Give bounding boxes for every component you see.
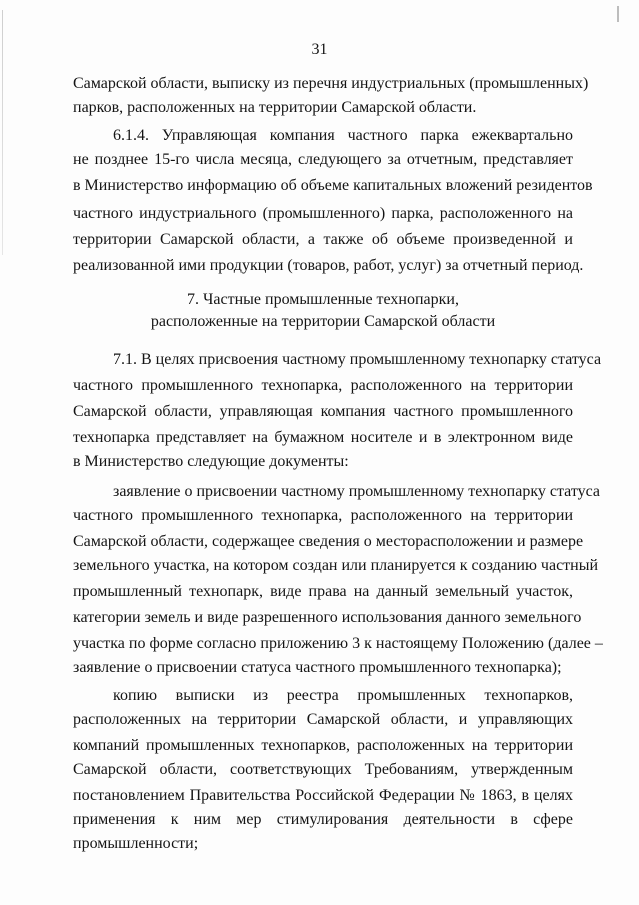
paragraph-line: в Министерство информацию об объеме капитальных вложений резидентов [73, 177, 593, 194]
paragraph-line: территории Самарской области, а также об объеме произведенной и [73, 231, 573, 248]
paragraph-line: в Министерство следующие документы: [73, 453, 349, 470]
paragraph-line: категории земель и виде разрешенного использования данного земельного [73, 609, 582, 626]
paragraph-line: промышленности; [73, 835, 199, 852]
paragraph-line: технопарка представляет на бумажном носителе и в электронном виде [73, 429, 573, 446]
paragraph-line: Самарской области, управляющая компания частного промышленного [73, 403, 573, 420]
paragraph-line: Самарской области, содержащее сведения о месторасположении и размере [73, 533, 584, 550]
paragraph-line: не позднее 15-го числа месяца, следующего за отчетным, представляет [73, 151, 573, 168]
paragraph-line: копию выписки из реестра промышленных технопарков, [113, 687, 573, 704]
paragraph-line: участка по форме согласно приложению 3 к настоящему Положению (далее – [73, 635, 603, 652]
paragraph-line: Самарской области, выписку из перечня индустриальных (промышленных) [73, 75, 589, 92]
paragraph-line: компаний промышленных технопарков, расположенных на территории [73, 737, 573, 754]
paragraph-line: земельного участка, на котором создан или планируется к созданию частный [73, 557, 599, 574]
page-number: 31 [311, 41, 328, 58]
section-heading-line: расположенные на территории Самарской области [150, 313, 496, 330]
paragraph-line: промышленный технопарк, виде права на данный земельный участок, [73, 583, 573, 600]
paragraph-line: Самарской области, соответствующих Требованиям, утвержденным [73, 761, 573, 778]
paragraph-line: частного промышленного технопарка, расположенного на территории [73, 507, 573, 524]
paragraph-line: заявление о присвоении статуса частного промышленного технопарка); [73, 659, 562, 676]
paragraph-line: применения к ним мер стимулирования деятельности в сфере [73, 811, 573, 828]
paragraph-line: 6.1.4. Управляющая компания частного парка ежеквартально [113, 127, 573, 144]
paragraph-line: частного индустриального (промышленного) парка, расположенного на [73, 205, 573, 222]
scan-corner-mark [617, 6, 619, 22]
paragraph-line: частного промышленного технопарка, расположенного на территории [73, 377, 573, 394]
paragraph-line: заявление о присвоении частному промышленному технопарку статуса [113, 483, 601, 500]
paragraph-line: постановлением Правительства Российской Федерации № 1863, в целях [73, 787, 573, 804]
paragraph-line: реализованной ими продукции (товаров, работ, услуг) за отчетный период. [73, 257, 584, 274]
paragraph-line: расположенных на территории Самарской области, и управляющих [73, 711, 573, 728]
paragraph-line: парков, расположенных на территории Самарской области. [73, 99, 477, 116]
section-heading-line: 7. Частные промышленные технопарки, [187, 291, 459, 308]
paragraph-line: 7.1. В целях присвоения частному промышленному технопарку статуса [113, 351, 602, 368]
